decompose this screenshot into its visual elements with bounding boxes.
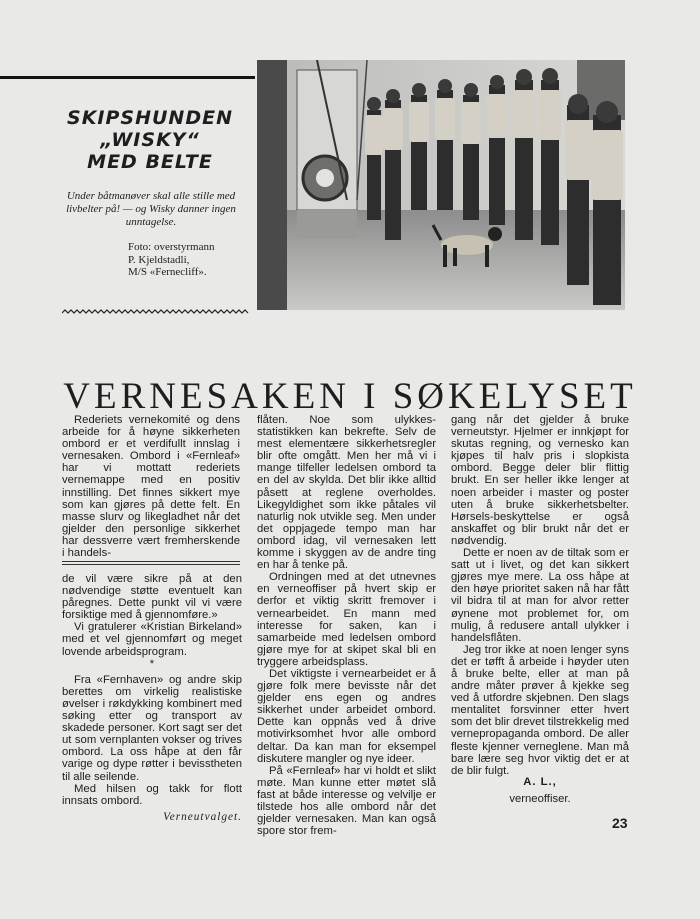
column-divider — [62, 561, 240, 562]
section-separator: * — [149, 657, 155, 670]
credit-line: M/S «Fernecliff». — [128, 266, 207, 278]
paragraph: Vi gratulerer «Kristian Birkeland» med et vel gjennomført og meget lovende arbeidsprogram. — [62, 621, 242, 658]
deck-photo — [257, 60, 625, 310]
column-1-top — [62, 414, 240, 559]
paragraph: Ordningen med at det utnevnes en verneoffiser på hvert skip er derfor et viktig skritt fremover i vernearbeidet. En mann med interesse for saken, kan i samarbeide med ledelsen ombord gjøre mye for at skipet skal bli en tryggere arbeidsplass. — [257, 571, 436, 668]
sidebar-headline — [60, 107, 240, 173]
headline-line-2: „WISKY“ — [100, 129, 200, 151]
wavy-divider — [62, 309, 628, 315]
author-role: verneoffiser. — [509, 793, 571, 805]
column-3 — [451, 414, 629, 777]
top-rule-left — [0, 76, 255, 79]
paragraph: Med hilsen og takk for flott innsats ombord. — [62, 782, 242, 807]
photo-credit — [128, 241, 248, 279]
paragraph: de vil være sikre på at den nødvendige støtte eventuelt kan påregnes. Dette punkt vil vi være forsiktige med å gjennomføre.» — [62, 573, 242, 622]
paragraph: Rederiets vernekomité og dens arbeide for å høyne sikkerheten ombord er et verdifullt innslag i vernesaken. Ombord i «Fernleaf» har vi mottatt rederiets vernemappe med en positiv innstilling. Det finnes sikkert mye som kan gjøres på dette felt. En masse slurv og likegladhet når det gjelder den personlige sikkerhet har dessverre vært fremherskende i handels- — [62, 414, 240, 560]
paragraph: Det viktigste i vernearbeidet er å gjøre folk mere bevisste når det gjelder ens egen og andres sikkerhet under arbeidet ombord. Dette kan oppnås ved å drive motivirksomhet hvor alle ombord deltar. Da kan man for eksempel diskutere mangler og nye ideer. — [257, 667, 436, 765]
column-2 — [257, 414, 436, 837]
paragraph: Jeg tror ikke at noen lenger syns det er tøfft å arbeide i høyder uten å bruke belte, eller at man på andre måter prøver å kjekke seg ved å utfordre skjebnen. Den slags mentalitet forsvinner etter hvert som det blir drevet tilstrekkelig med vernepropaganda ombord. De aller fleste kjenner verneglene. Man må bare lære seg hvor viktig det er at de blir fulgt. — [451, 643, 629, 777]
column-divider — [62, 564, 240, 565]
credit-line: P. Kjeldstadli, — [128, 253, 190, 266]
paragraph: Fra «Fernhaven» og andre skip berettes om virkelig realistiske øvelser i røkdykking kombinert med søking etter og transport av skadede personer. Kort sagt ser det ut som vernplanten vokser og trives ombord. La oss håpe at den får varige og dype røtter i bevisstheten til alle seilende. — [62, 673, 242, 783]
deck-photo-illustration — [257, 60, 625, 310]
author-signature — [451, 774, 629, 808]
signature: Verneutvalget. — [163, 810, 242, 823]
paragraph: gang når det gjelder å bruke verneutstyr. Hjelmer er innkjøpt for skutas regning, og vernesko kan kjøpes til halv pris i slopkista ombord. Begge deler blir flittig brukt. En ser heller ikke lenger at noen arbeider i master og poster uten å bruke sikkerhetsbelter. Hørsels-beskyttelse er også anskaffet og blir brukt når det er nødvendig. — [451, 414, 629, 547]
author-initials: A. L., — [523, 776, 557, 788]
credit-line: Foto: overstyrmann — [128, 241, 215, 253]
column-1-bottom — [62, 573, 242, 823]
paragraph: Dette er noen av de tiltak som er satt ut i livet, og det kan sikkert gjøres mye mere. La oss håpe at den høye prioritet saken nå har fått vil bidra til at man for alvor retter øynene mot problemet for, om mulig, å redusere antall ulykker i handelsflåten. — [451, 547, 629, 644]
photo-caption: Under båtmanøver skal alle stille med livbelter på! — og Wisky danner ingen unntagelse. — [66, 190, 236, 228]
paragraph: På «Fernleaf» har vi holdt et slikt møte. Man kunne etter møtet slå fast at både interesse og velvilje er tilstede hos alle ombord når det gjelder vernesaken. Man kan også spore stor frem- — [257, 764, 436, 838]
headline-line-3: MED BELTE — [87, 151, 213, 173]
paragraph: flåten. Noe som ulykkes-statistikken kan bekrefte. Selv de mest elementære sikkerhetsregler blir ofte omgått. Men her må vi i mange tilfeller ledelsen ombord ta en del av skylda. Det blir ikke alltid påsett at reglene overholdes. Likegyldighet som ikke påtales vil naturlig nok utvikle seg. Men under det oppjagede tempo man har ombord idag, vil vernesaken lett komme i skyggen av de andre ting en har å tenke på. — [257, 414, 436, 572]
article-title: VERNESAKEN I SØKELYSET — [63, 375, 637, 417]
page-number: 23 — [612, 815, 628, 831]
headline-line-1: SKIPSHUNDEN — [67, 107, 233, 129]
